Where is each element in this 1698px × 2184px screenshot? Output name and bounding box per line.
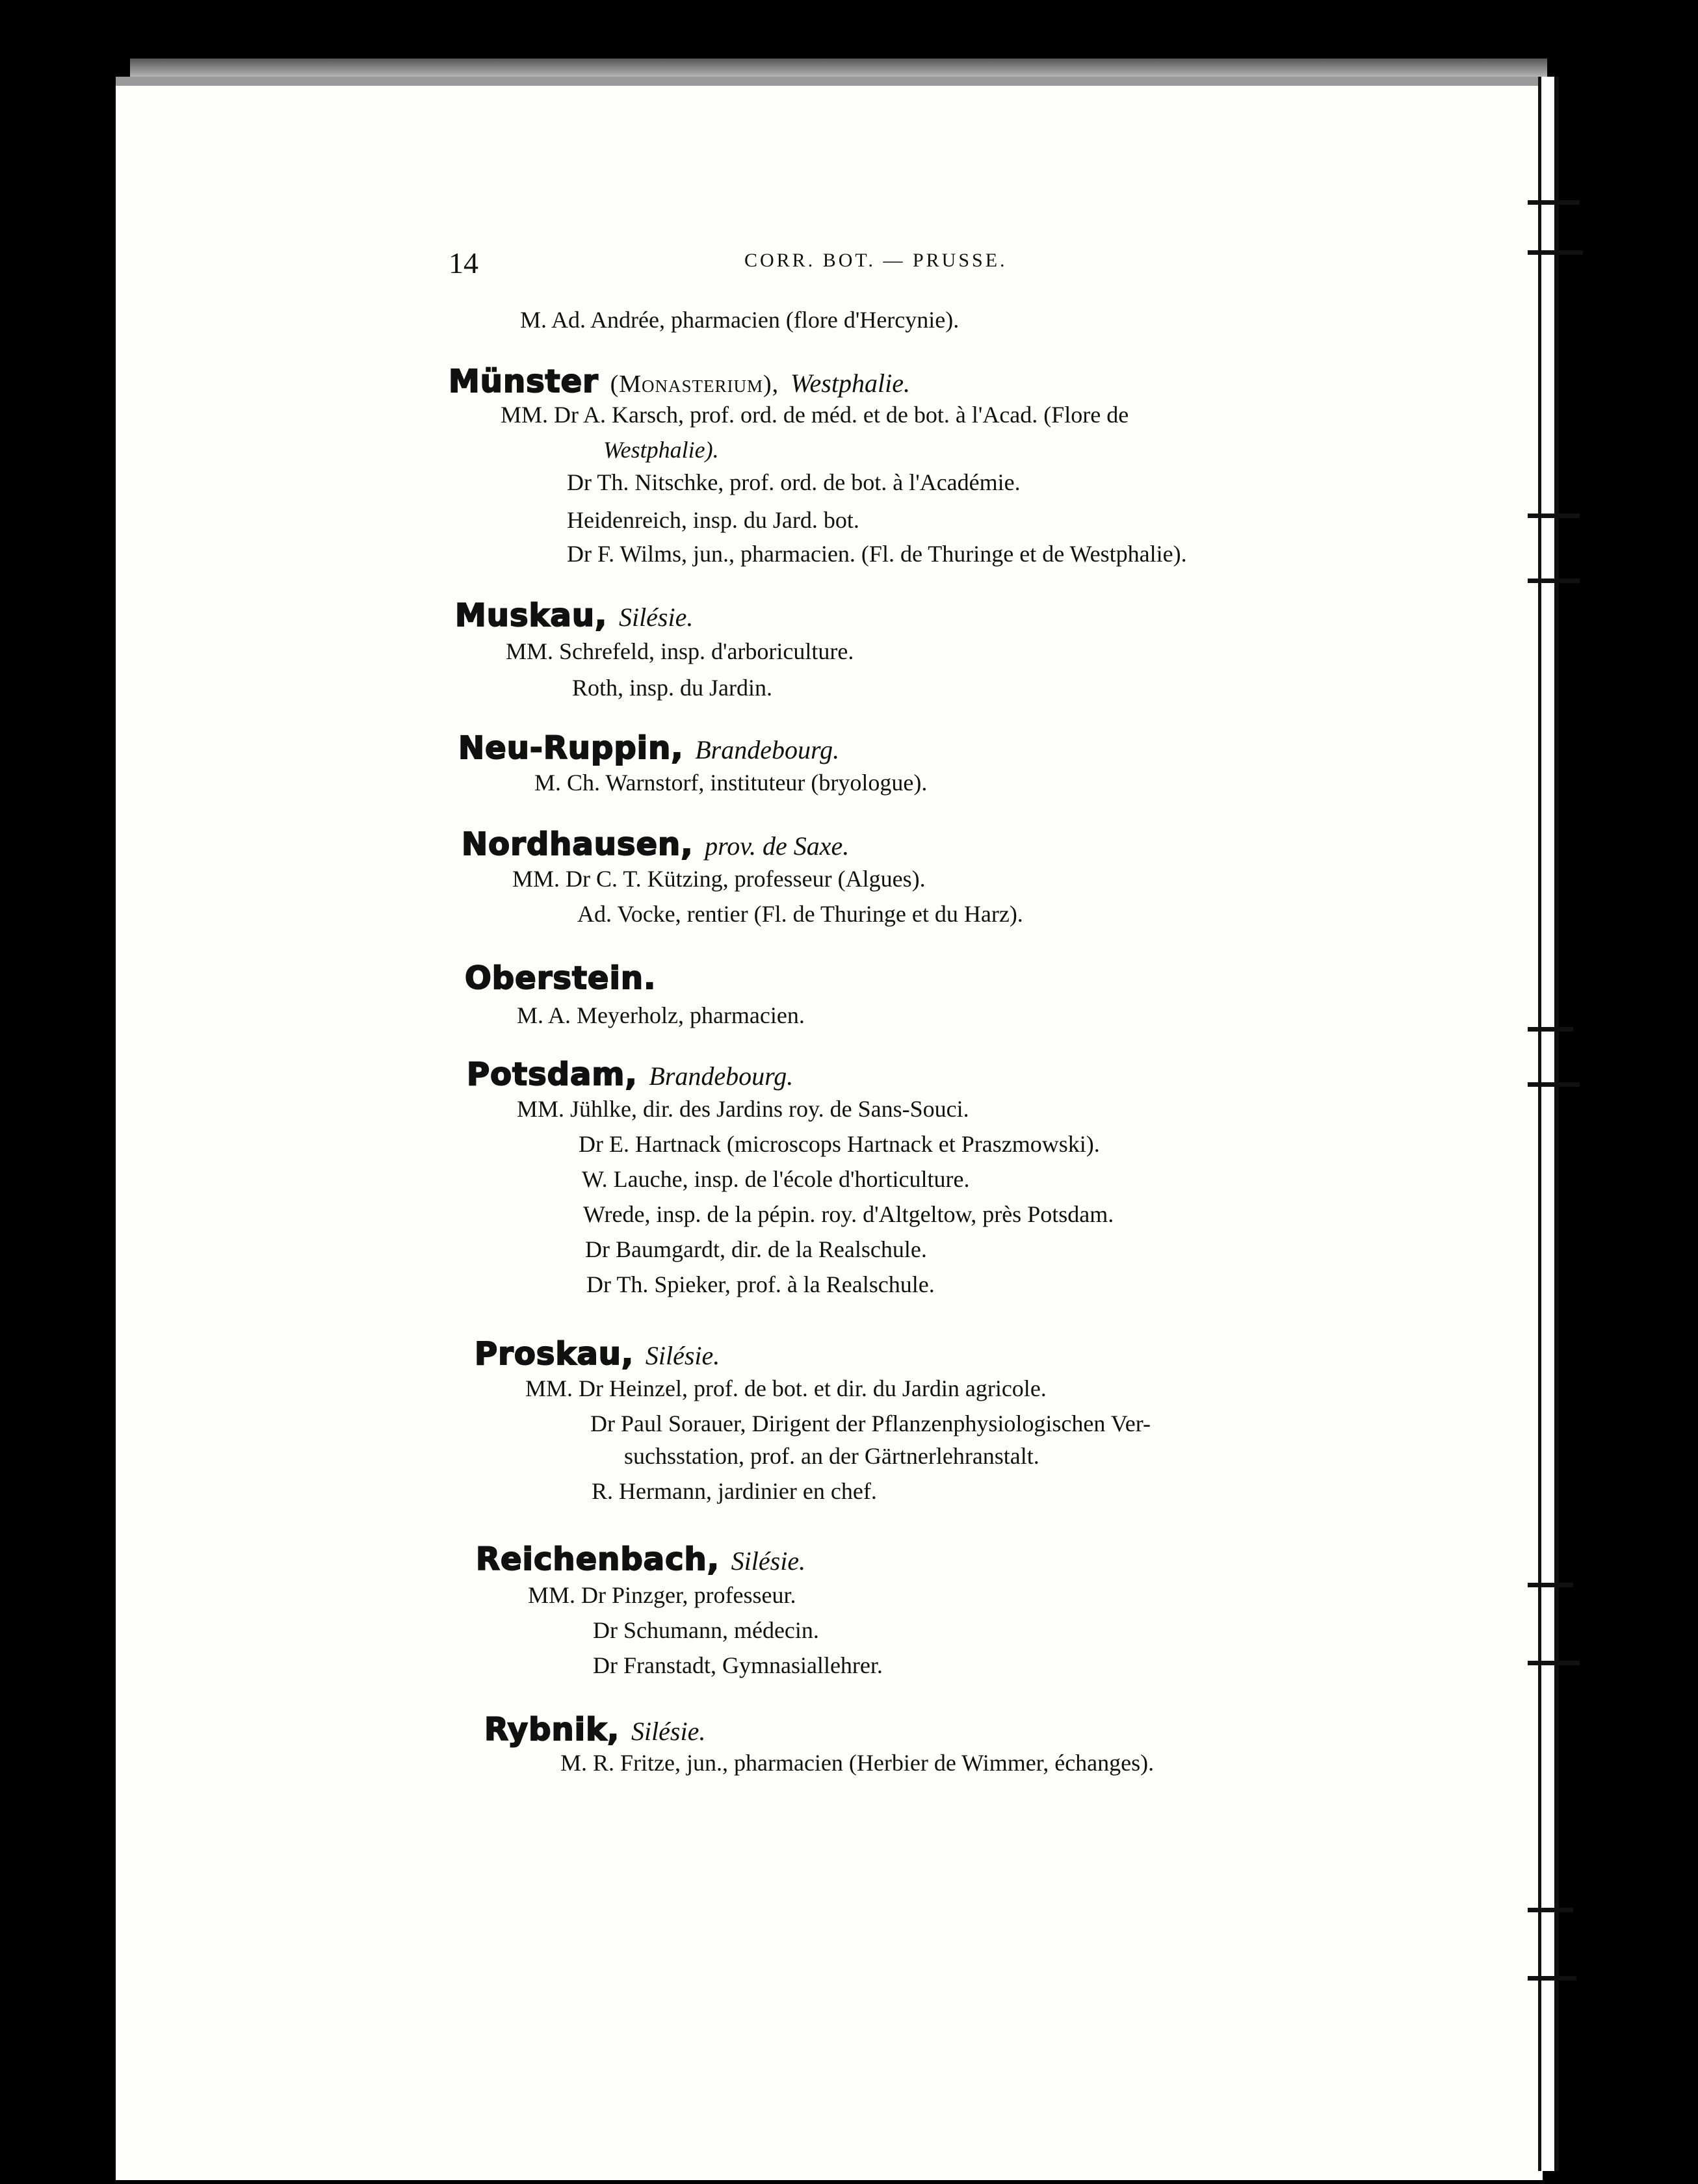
city-name: Münster bbox=[449, 363, 599, 400]
region-name: Silésie. bbox=[631, 1717, 706, 1746]
entry-line: Dr Baumgardt, dir. de la Realschule. bbox=[585, 1236, 927, 1262]
city-latin-name: (Monasterium), bbox=[610, 370, 779, 398]
entry-line: Roth, insp. du Jardin. bbox=[572, 675, 773, 701]
region-name: Silésie. bbox=[731, 1546, 806, 1576]
region-name: prov. de Saxe. bbox=[705, 831, 850, 861]
entry-line: MM. Jühlke, dir. des Jardins roy. de Sans-Souci. bbox=[517, 1096, 969, 1122]
binding-stitch bbox=[1528, 1661, 1580, 1665]
entry-line: MM. Dr C. T. Kützing, professeur (Algues). bbox=[512, 866, 926, 892]
entry-line: Westphalie). bbox=[603, 437, 719, 463]
city-name: Nordhausen, bbox=[462, 826, 694, 863]
entry-heading bbox=[484, 1712, 705, 1749]
entry-line: W. Lauche, insp. de l'école d'horticulture. bbox=[582, 1166, 970, 1192]
region-name: Brandebourg. bbox=[649, 1061, 794, 1091]
entry-line: M. R. Fritze, jun., pharmacien (Herbier de Wimmer, échanges). bbox=[560, 1750, 1155, 1776]
entry-line: Dr E. Hartnack (microscops Hartnack et Praszmowski). bbox=[579, 1131, 1100, 1157]
region-name: Brandebourg. bbox=[695, 735, 840, 764]
city-name: Rybnik, bbox=[484, 1711, 620, 1748]
city-name: Proskau, bbox=[475, 1336, 634, 1372]
entry-line: M. Ch. Warnstorf, instituteur (bryologue). bbox=[534, 770, 928, 796]
entry-heading bbox=[455, 598, 693, 635]
entry-line: M. A. Meyerholz, pharmacien. bbox=[517, 1002, 805, 1028]
binding-stitch bbox=[1528, 1976, 1576, 1981]
binding-stitch bbox=[1528, 1027, 1573, 1032]
entry-line: Dr Franstadt, Gymnasiallehrer. bbox=[593, 1652, 883, 1678]
city-name: Potsdam, bbox=[467, 1056, 638, 1093]
entry-heading bbox=[476, 1542, 805, 1579]
entry-line: MM. Dr Pinzger, professeur. bbox=[528, 1582, 796, 1608]
entry-heading bbox=[467, 1057, 793, 1094]
entry-heading bbox=[475, 1336, 720, 1373]
binding-stitch bbox=[1528, 1583, 1573, 1587]
entry-heading bbox=[458, 731, 839, 768]
region-name: Silésie. bbox=[645, 1341, 720, 1370]
binding-stitch bbox=[1528, 1908, 1573, 1912]
entry-line: Ad. Vocke, rentier (Fl. de Thuringe et du Harz). bbox=[577, 901, 1023, 927]
entry-line: Dr Paul Sorauer, Dirigent der Pflanzenphysiologischen Ver- bbox=[590, 1410, 1151, 1436]
page-header bbox=[449, 246, 1424, 285]
entry-line: MM. Dr A. Karsch, prof. ord. de méd. et de bot. à l'Acad. (Flore de bbox=[501, 402, 1129, 428]
region-name: Silésie. bbox=[618, 603, 694, 632]
binding-stitch bbox=[1528, 1082, 1580, 1087]
entry-line: Wrede, insp. de la pépin. roy. d'Altgeltow, près Potsdam. bbox=[583, 1201, 1114, 1227]
entry-line: Dr Th. Nitschke, prof. ord. de bot. à l'Académie. bbox=[567, 469, 1021, 495]
entry-line: MM. Dr Heinzel, prof. de bot. et dir. du Jardin agricole. bbox=[525, 1375, 1047, 1401]
entry-line: Dr Th. Spieker, prof. à la Realschule. bbox=[586, 1271, 935, 1297]
page-number: 14 bbox=[449, 246, 478, 280]
binding-stitch bbox=[1528, 514, 1580, 518]
running-head: CORR. BOT. — PRUSSE. bbox=[744, 250, 1008, 271]
city-name: Oberstein. bbox=[465, 960, 657, 996]
entry-line: R. Hermann, jardinier en chef. bbox=[592, 1478, 877, 1504]
binding-strip bbox=[1538, 77, 1554, 2171]
entry-heading bbox=[462, 827, 849, 864]
binding-edge bbox=[1555, 77, 1559, 2171]
entry-heading bbox=[449, 364, 910, 402]
page-edge bbox=[130, 58, 1547, 78]
entry-line: Heidenreich, insp. du Jard. bot. bbox=[567, 507, 859, 533]
city-name: Muskau, bbox=[455, 597, 608, 634]
region-name: Westphalie. bbox=[790, 369, 910, 398]
entry-line: MM. Schrefeld, insp. d'arboriculture. bbox=[506, 638, 854, 664]
entry-line: Dr F. Wilms, jun., pharmacien. (Fl. de Thuringe et de Westphalie). bbox=[567, 541, 1187, 567]
intro-line: M. Ad. Andrée, pharmacien (flore d'Hercynie). bbox=[520, 307, 960, 333]
binding-stitch bbox=[1528, 200, 1580, 205]
binding-stitch bbox=[1528, 250, 1583, 255]
city-name: Neu-Ruppin, bbox=[458, 730, 684, 766]
entry-line: Dr Schumann, médecin. bbox=[593, 1617, 819, 1643]
city-name: Reichenbach, bbox=[476, 1541, 720, 1578]
binding-stitch bbox=[1528, 578, 1580, 583]
entry-line: suchsstation, prof. an der Gärtnerlehranstalt. bbox=[624, 1443, 1039, 1469]
entry-heading bbox=[465, 961, 656, 996]
